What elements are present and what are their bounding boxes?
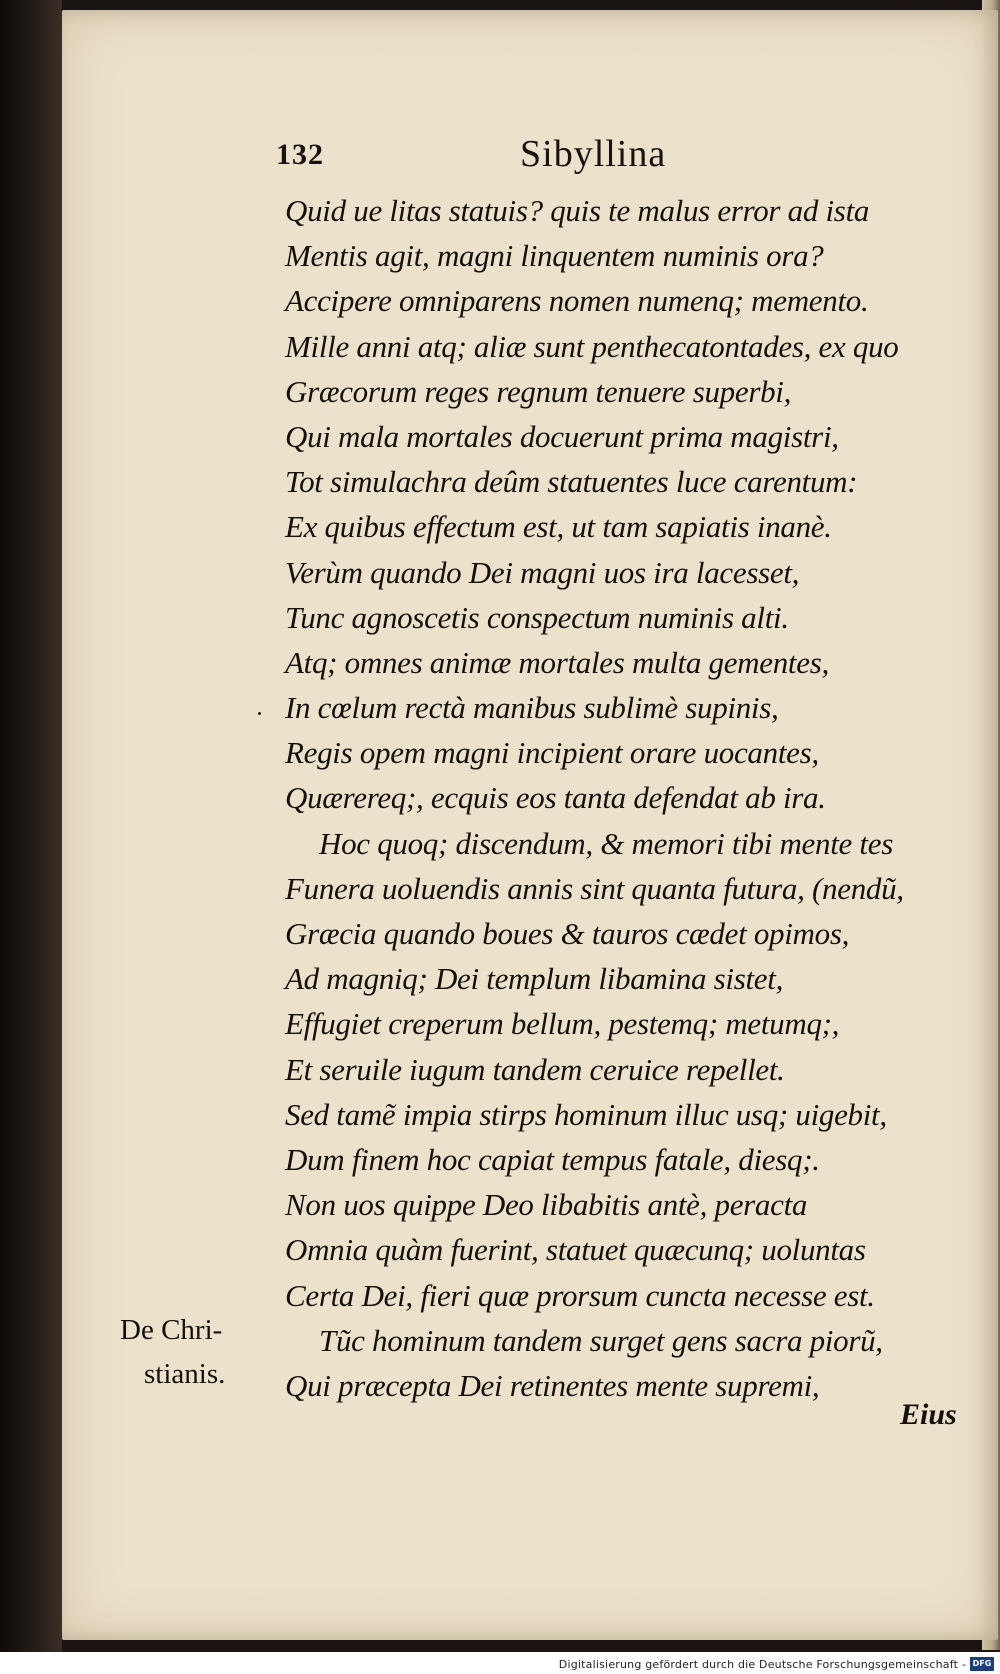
verse-line: Funera uoluendis annis sint quanta futura, (nendũ,	[285, 870, 904, 906]
dfg-logo: DFG	[970, 1657, 994, 1671]
verse-line: Sed tamẽ impia stirps hominum illuc usq; uigebit,	[285, 1096, 887, 1132]
verse-line-indented: Tũc hominum tandem surget gens sacra piorũ,	[319, 1322, 883, 1358]
page-number: 132	[276, 138, 324, 171]
verse-line: Atq; omnes animæ mortales multa gementes,	[285, 644, 829, 680]
running-head: Sibyllina	[520, 133, 667, 175]
verse-line: Non uos quippe Deo libabitis antè, peracta	[285, 1187, 808, 1223]
verse-line: Quærereq;, ecquis eos tanta defendat ab ira.	[285, 780, 826, 816]
funding-credit: Digitalisierung gefördert durch die Deutsche Forschungsgemeinschaft -	[558, 1658, 966, 1671]
verse-line: Tot simulachra deûm statuentes luce carentum:	[285, 464, 858, 500]
verse-line-indented: Hoc quoq; discendum, & memori tibi mente tes	[319, 825, 893, 861]
verse-line: Quid ue litas statuis? quis te malus error ad ista	[285, 193, 870, 228]
marginal-note-line: stianis.	[144, 1358, 226, 1390]
ink-speck	[258, 712, 261, 715]
footer-bar	[0, 1652, 1000, 1674]
verse-line: Certa Dei, fieri quæ prorsum cuncta necesse est.	[285, 1277, 875, 1313]
verse-line: Græcorum reges regnum tenuere superbi,	[285, 373, 792, 409]
catchword: Eius	[900, 1398, 957, 1431]
verse-line: Qui præcepta Dei retinentes mente supremi,	[285, 1367, 820, 1403]
verse-line: Tunc agnoscetis conspectum numinis alti.	[285, 599, 789, 635]
verse-line: Ad magniq; Dei templum libamina sistet,	[285, 961, 784, 997]
book-gutter-shadow	[0, 0, 62, 1674]
verse-line: Et seruile iugum tandem ceruice repellet.	[285, 1051, 785, 1087]
marginal-note	[120, 1308, 260, 1396]
verse-line: Qui mala mortales docuerunt prima magistri,	[285, 418, 839, 454]
verse-line: Dum finem hoc capiat tempus fatale, diesq;.	[285, 1141, 820, 1177]
verse-list	[285, 188, 985, 1408]
verse-line: Græcia quando boues & tauros cædet opimos,	[285, 916, 850, 951]
verse-line: Omnia quàm fuerint, statuet quæcunq; uoluntas	[285, 1232, 866, 1268]
verse-line: Accipere omniparens nomen numenq; memento.	[285, 283, 869, 319]
verse-line: Ex quibus effectum est, ut tam sapiatis inanè.	[285, 509, 832, 545]
verse-line: Mentis agit, magni linquentem numinis ora?	[285, 238, 824, 274]
verse-line: Effugiet creperum bellum, pestemq; metumq;,	[285, 1006, 840, 1042]
verse-line: Mille anni atq; aliæ sunt penthecatontades, ex quo	[285, 328, 899, 364]
marginal-note-line: De Chri-	[120, 1314, 223, 1346]
verse-line: In cœlum rectà manibus sublimè supinis,	[285, 690, 779, 726]
verse-line: Regis opem magni incipient orare uocantes,	[285, 735, 819, 771]
verse-line: Verùm quando Dei magni uos ira lacesset,	[285, 554, 800, 590]
